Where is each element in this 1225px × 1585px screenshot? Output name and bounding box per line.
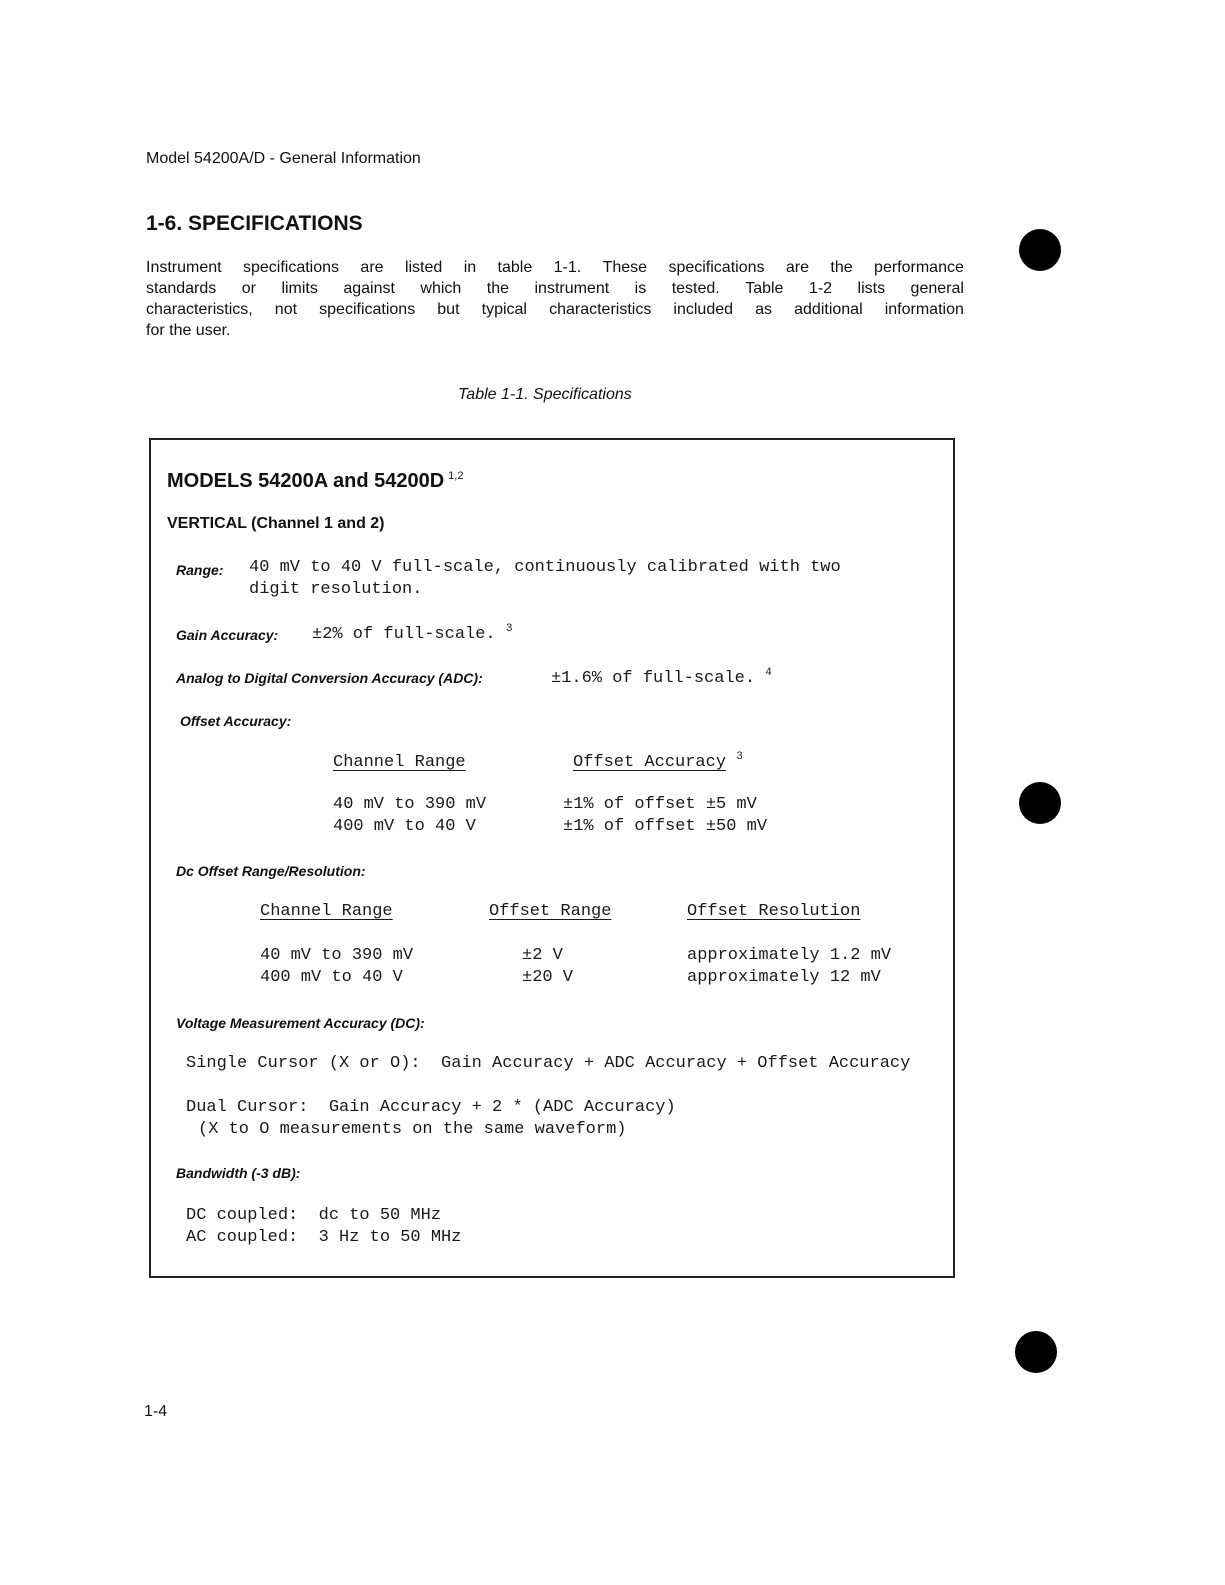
gain-footnote-ref: 3 — [505, 623, 513, 635]
dc-row-1-range: 40 mV to 390 mV — [260, 946, 414, 965]
intro-word: tested. — [671, 280, 720, 297]
intro-word: specifications — [319, 301, 416, 318]
dc-row-2-offset: ±20 V — [522, 968, 574, 987]
offset-row-1-range: 40 mV to 390 mV — [333, 795, 487, 814]
intro-line — [146, 257, 964, 278]
intro-word: limits — [281, 280, 318, 297]
dual-cursor-line: Dual Cursor: Gain Accuracy + 2 * (ADC Accuracy) — [186, 1098, 676, 1117]
binder-hole-icon — [1015, 1331, 1057, 1373]
gain-accuracy-value — [312, 623, 512, 644]
intro-word: against — [343, 280, 395, 297]
intro-word: not — [274, 301, 298, 318]
intro-paragraph — [146, 257, 964, 341]
offset-footnote-ref: 3 — [736, 751, 743, 763]
gain-accuracy-text: ±2% of full-scale. — [312, 625, 496, 644]
ac-coupled-line: AC coupled: 3 Hz to 50 MHz — [186, 1228, 462, 1247]
intro-word: 1-1. — [553, 259, 582, 276]
offset-accuracy-label: Offset Accuracy: — [180, 713, 292, 729]
offset-col-channel-range: Channel Range — [333, 753, 466, 772]
intro-word: instrument — [534, 280, 610, 297]
intro-word: lists — [857, 280, 886, 297]
offset-row-2-range: 400 mV to 40 V — [333, 817, 476, 836]
intro-word: Table — [745, 280, 784, 297]
dc-row-2-resolution: approximately 12 mV — [687, 968, 881, 987]
bandwidth-label: Bandwidth (-3 dB): — [176, 1165, 301, 1181]
intro-word: as — [755, 301, 773, 318]
vertical-heading: VERTICAL (Channel 1 and 2) — [167, 515, 385, 532]
dual-cursor-note: (X to O measurements on the same waveform) — [198, 1120, 627, 1139]
range-value-cont: digit resolution. — [249, 580, 423, 599]
intro-line-last: for the user. — [146, 322, 231, 339]
models-heading — [167, 470, 463, 493]
dc-row-1-resolution: approximately 1.2 mV — [687, 946, 892, 965]
intro-word: characteristics, — [146, 301, 253, 318]
dc-col-offset-range: Offset Range — [489, 902, 612, 921]
intro-word: standards — [146, 280, 217, 297]
intro-word: general — [910, 280, 964, 297]
intro-word: table — [497, 259, 533, 276]
intro-word: typical — [481, 301, 527, 318]
offset-row-2-accuracy: ±1% of offset ±50 mV — [563, 817, 768, 836]
table-caption: Table 1-1. Specifications — [458, 386, 632, 403]
intro-word: are — [785, 259, 810, 276]
adc-value — [551, 667, 772, 688]
offset-row-1-accuracy: ±1% of offset ±5 mV — [563, 795, 757, 814]
dc-row-1-offset: ±2 V — [522, 946, 563, 965]
intro-word: These — [602, 259, 648, 276]
page-number: 1-4 — [144, 1403, 168, 1420]
intro-word: specifications — [242, 259, 340, 276]
dc-offset-label: Dc Offset Range/Resolution: — [176, 863, 366, 879]
dc-coupled-line: DC coupled: dc to 50 MHz — [186, 1206, 442, 1225]
intro-word: Instrument — [146, 259, 222, 276]
binder-hole-icon — [1019, 782, 1061, 824]
intro-word: the — [486, 280, 510, 297]
offset-accuracy-header: Offset Accuracy — [573, 753, 727, 772]
intro-word: are — [360, 259, 384, 276]
models-footnote-ref: 1,2 — [448, 470, 464, 482]
intro-word: characteristics — [549, 301, 652, 318]
dc-row-2-range: 400 mV to 40 V — [260, 968, 403, 987]
adc-text: ±1.6% of full-scale. — [551, 669, 756, 688]
intro-word: performance — [874, 259, 964, 276]
single-cursor-line: Single Cursor (X or O): Gain Accuracy + ADC Accuracy + Offset Accuracy — [186, 1054, 911, 1073]
gain-accuracy-label: Gain Accuracy: — [176, 627, 279, 643]
dc-col-offset-resolution: Offset Resolution — [687, 902, 861, 921]
intro-word: additional — [794, 301, 863, 318]
voltage-accuracy-label: Voltage Measurement Accuracy (DC): — [176, 1015, 425, 1031]
intro-word: which — [420, 280, 462, 297]
intro-word: specifications — [668, 259, 765, 276]
adc-footnote-ref: 4 — [765, 667, 772, 679]
range-value: 40 mV to 40 V full-scale, continuously calibrated with two — [249, 558, 841, 577]
intro-word: is — [634, 280, 647, 297]
range-label: Range: — [176, 562, 224, 578]
intro-word: listed — [404, 259, 443, 276]
intro-word: the — [830, 259, 853, 276]
intro-word: or — [241, 280, 256, 297]
dc-col-channel-range: Channel Range — [260, 902, 393, 921]
intro-word: but — [437, 301, 460, 318]
intro-word: included — [673, 301, 734, 318]
offset-col-offset-accuracy — [573, 751, 743, 772]
intro-line — [146, 299, 964, 320]
adc-label: Analog to Digital Conversion Accuracy (ADC): — [176, 670, 483, 686]
intro-word: in — [463, 259, 477, 276]
binder-hole-icon — [1019, 229, 1061, 271]
running-head: Model 54200A/D - General Information — [146, 150, 421, 167]
intro-word: 1-2 — [808, 280, 833, 297]
models-heading-text: MODELS 54200A and 54200D — [167, 470, 445, 492]
section-heading: 1-6. SPECIFICATIONS — [146, 212, 363, 235]
intro-line — [146, 278, 964, 299]
intro-word: information — [884, 301, 964, 318]
